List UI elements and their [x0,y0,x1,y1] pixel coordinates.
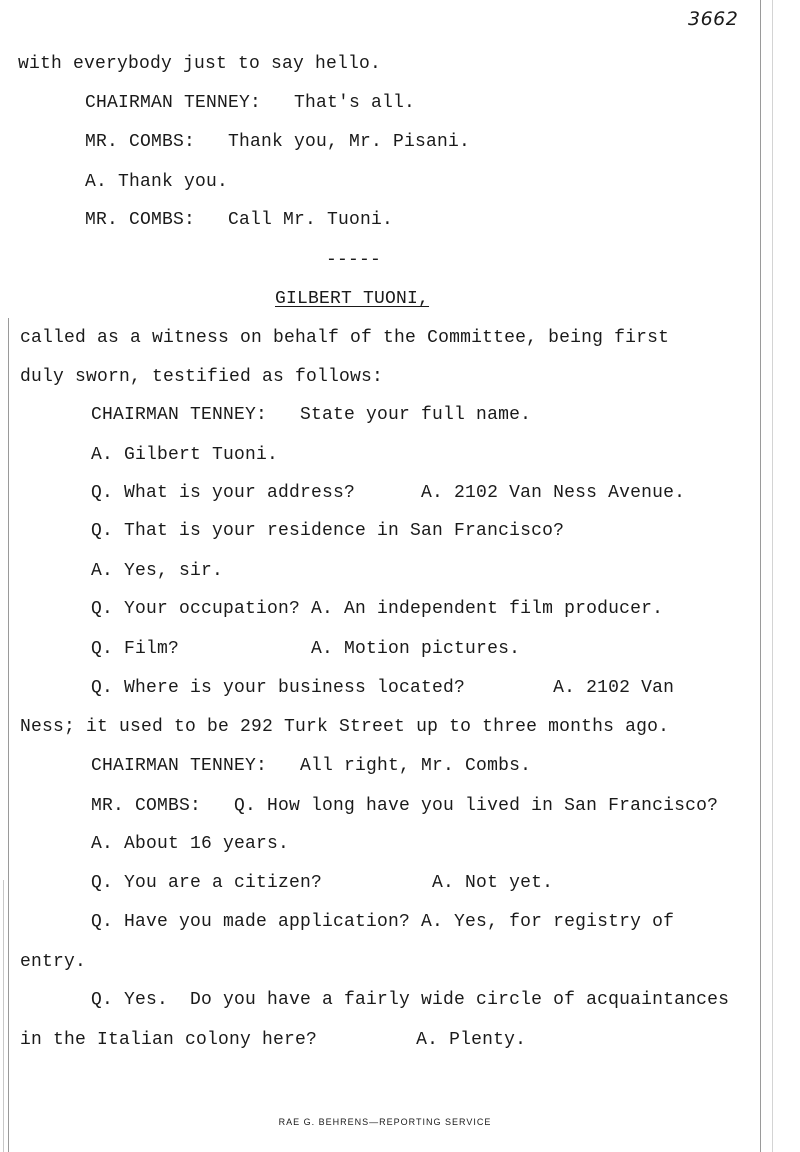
reporting-service-footer: RAE G. BEHRENS—REPORTING SERVICE [278,1117,492,1127]
section-divider: ----- [326,250,382,270]
transcript-line: A. Thank you. [85,172,229,192]
left-margin-rule-outer [3,880,4,1152]
transcript-line: A. Gilbert Tuoni. [91,445,279,465]
transcript-line: Q. Your occupation? A. An independent film producer. [91,599,664,619]
transcript-line: Q. Where is your business located? A. 2102 Van [91,678,675,698]
transcript-line: Q. Film? A. Motion pictures. [91,639,521,659]
transcript-line: A. About 16 years. [91,834,290,854]
transcript-line: in the Italian colony here? A. Plenty. [20,1030,527,1050]
transcript-line: Q. That is your residence in San Francisco? [91,521,565,541]
transcript-line: duly sworn, testified as follows: [20,367,384,387]
transcript-line: Q. What is your address? A. 2102 Van Ness Avenue. [91,483,686,503]
transcript-line: CHAIRMAN TENNEY: All right, Mr. Combs. [91,756,532,776]
transcript-line: Q. You are a citizen? A. Not yet. [91,873,554,893]
transcript-line: Q. Yes. Do you have a fairly wide circle of acquaintances [91,990,730,1010]
transcript-line: MR. COMBS: Thank you, Mr. Pisani. [85,132,471,152]
transcript-line: Q. Have you made application? A. Yes, for registry of [91,912,675,932]
left-margin-rule [8,318,9,1152]
right-margin-rule-outer [772,0,773,1152]
transcript-line: MR. COMBS: Q. How long have you lived in San Francisco? [91,796,719,816]
transcript-line: MR. COMBS: Call Mr. Tuoni. [85,210,394,230]
transcript-line: CHAIRMAN TENNEY: That's all. [85,93,416,113]
transcript-line: CHAIRMAN TENNEY: State your full name. [91,405,532,425]
transcript-line: with everybody just to say hello. [18,54,382,74]
page-number: 3662 [688,8,739,30]
transcript-line: Ness; it used to be 292 Turk Street up to three months ago. [20,717,670,737]
witness-heading: GILBERT TUONI, [275,289,430,309]
transcript-line: A. Yes, sir. [91,561,224,581]
right-margin-rule [760,0,761,1152]
transcript-line: entry. [20,952,87,972]
transcript-line: called as a witness on behalf of the Committee, being first [20,328,670,348]
